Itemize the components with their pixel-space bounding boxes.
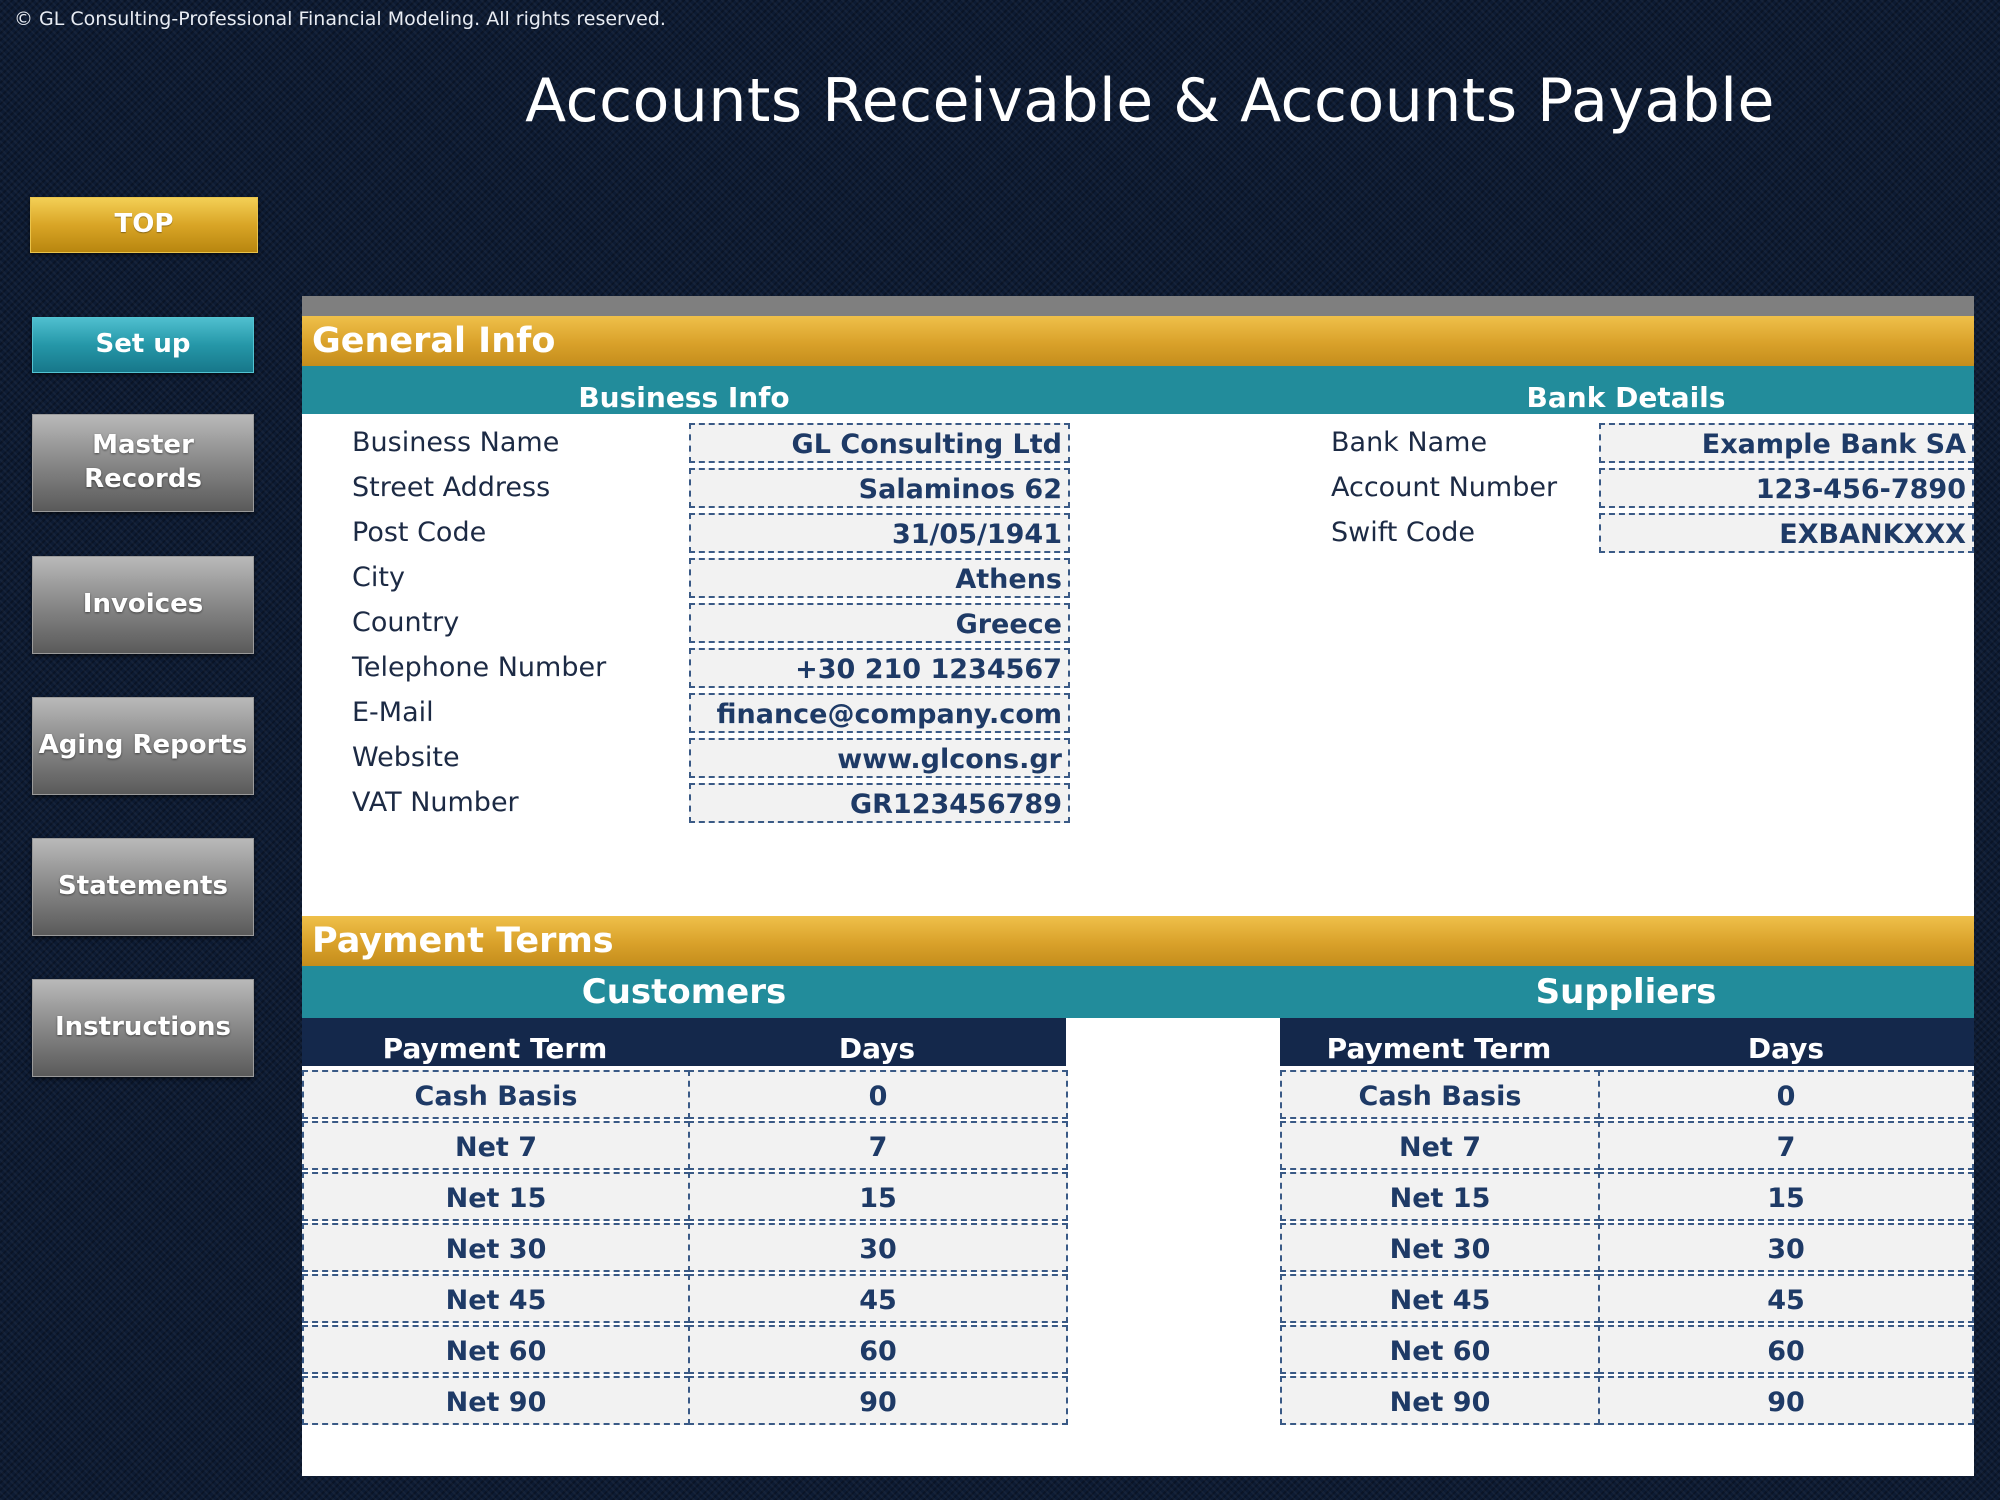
- aging-reports-button[interactable]: Aging Reports: [32, 697, 254, 795]
- info-heading-spacer: [1066, 366, 1278, 414]
- term-cell[interactable]: Cash Basis: [1280, 1070, 1600, 1119]
- term-cell[interactable]: Cash Basis: [302, 1070, 690, 1119]
- header-strip: [302, 296, 1974, 316]
- days-cell[interactable]: 60: [688, 1325, 1068, 1374]
- field-value[interactable]: finance@company.com: [689, 693, 1070, 733]
- business-info-heading: Business Info: [302, 366, 1066, 414]
- term-cell[interactable]: Net 60: [1280, 1325, 1600, 1374]
- term-cell[interactable]: Net 30: [1280, 1223, 1600, 1272]
- customers-col-term: Payment Term: [382, 1032, 608, 1065]
- field-label: E-Mail: [352, 697, 434, 728]
- customers-column-header: [302, 1018, 1066, 1066]
- field-label: VAT Number: [352, 787, 519, 818]
- field-label: City: [352, 562, 405, 593]
- days-cell[interactable]: 90: [688, 1376, 1068, 1425]
- field-value[interactable]: 31/05/1941: [689, 513, 1070, 553]
- field-label: Swift Code: [1331, 517, 1476, 548]
- term-cell[interactable]: Net 30: [302, 1223, 690, 1272]
- days-cell[interactable]: 0: [688, 1070, 1068, 1119]
- field-value[interactable]: Greece: [689, 603, 1070, 643]
- top-button[interactable]: TOP: [30, 197, 258, 253]
- days-cell[interactable]: 7: [688, 1121, 1068, 1170]
- term-cell[interactable]: Net 45: [1280, 1274, 1600, 1323]
- field-value[interactable]: Example Bank SA: [1599, 423, 1974, 463]
- customers-col-days: Days: [838, 1032, 916, 1065]
- setup-sheet: [302, 296, 1974, 1476]
- field-value[interactable]: Salaminos 62: [689, 468, 1070, 508]
- days-cell[interactable]: 60: [1598, 1325, 1974, 1374]
- field-label: Post Code: [352, 517, 487, 548]
- customers-heading: Customers: [302, 966, 1066, 1018]
- days-cell[interactable]: 0: [1598, 1070, 1974, 1119]
- field-label: Country: [352, 607, 460, 638]
- master-records-button[interactable]: Master Records: [32, 414, 254, 512]
- field-value[interactable]: 123-456-7890: [1599, 468, 1974, 508]
- term-cell[interactable]: Net 90: [1280, 1376, 1600, 1425]
- suppliers-heading: Suppliers: [1278, 966, 1974, 1018]
- field-value[interactable]: www.glcons.gr: [689, 738, 1070, 778]
- term-cell[interactable]: Net 15: [1280, 1172, 1600, 1221]
- days-cell[interactable]: 90: [1598, 1376, 1974, 1425]
- field-label: Website: [352, 742, 460, 773]
- field-label: Street Address: [352, 472, 551, 503]
- field-value[interactable]: Athens: [689, 558, 1070, 598]
- general-info-heading: General Info: [302, 316, 1974, 366]
- suppliers-col-term: Payment Term: [1326, 1032, 1552, 1065]
- days-cell[interactable]: 7: [1598, 1121, 1974, 1170]
- term-cell[interactable]: Net 7: [302, 1121, 690, 1170]
- instructions-button[interactable]: Instructions: [32, 979, 254, 1077]
- payment-terms-heading: Payment Terms: [302, 916, 1974, 966]
- field-label: Telephone Number: [352, 652, 607, 683]
- days-cell[interactable]: 15: [688, 1172, 1068, 1221]
- bank-details-heading: Bank Details: [1278, 366, 1974, 414]
- term-cell[interactable]: Net 60: [302, 1325, 690, 1374]
- days-cell[interactable]: 45: [1598, 1274, 1974, 1323]
- field-value[interactable]: GR123456789: [689, 783, 1070, 823]
- field-label: Account Number: [1331, 472, 1558, 503]
- statements-button[interactable]: Statements: [32, 838, 254, 936]
- days-cell[interactable]: 15: [1598, 1172, 1974, 1221]
- field-value[interactable]: GL Consulting Ltd: [689, 423, 1070, 463]
- setup-button[interactable]: Set up: [32, 317, 254, 373]
- term-cell[interactable]: Net 90: [302, 1376, 690, 1425]
- term-cell[interactable]: Net 15: [302, 1172, 690, 1221]
- days-cell[interactable]: 30: [688, 1223, 1068, 1272]
- days-cell[interactable]: 45: [688, 1274, 1068, 1323]
- term-cell[interactable]: Net 7: [1280, 1121, 1600, 1170]
- suppliers-column-header: [1280, 1018, 1974, 1066]
- field-value[interactable]: EXBANKXXX: [1599, 513, 1974, 553]
- term-cell[interactable]: Net 45: [302, 1274, 690, 1323]
- field-label: Business Name: [352, 427, 560, 458]
- field-value[interactable]: +30 210 1234567: [689, 648, 1070, 688]
- days-cell[interactable]: 30: [1598, 1223, 1974, 1272]
- field-label: Bank Name: [1331, 427, 1488, 458]
- page-title: Accounts Receivable & Accounts Payable: [525, 66, 1775, 136]
- invoices-button[interactable]: Invoices: [32, 556, 254, 654]
- suppliers-col-days: Days: [1747, 1032, 1825, 1065]
- copyright-notice: © GL Consulting-Professional Financial Modeling. All rights reserved.: [14, 8, 666, 30]
- terms-heading-spacer: [1066, 966, 1278, 1018]
